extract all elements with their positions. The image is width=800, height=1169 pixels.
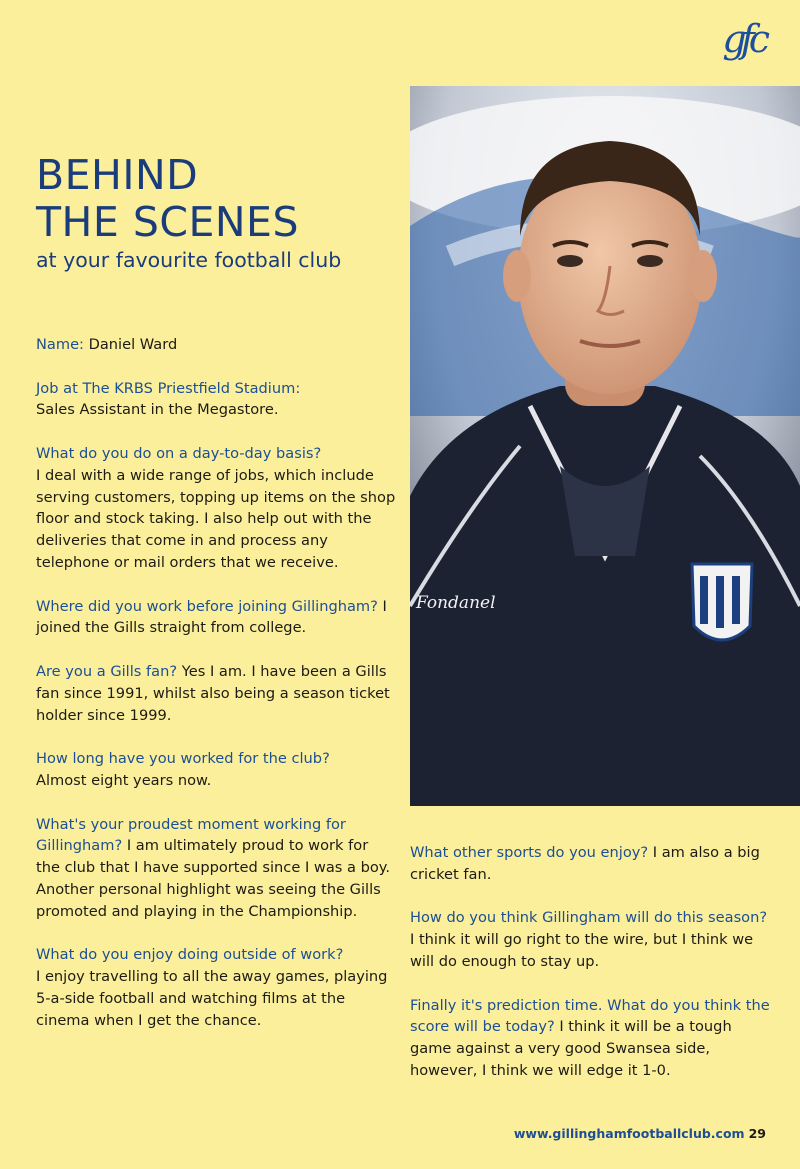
page-title xyxy=(36,152,299,246)
question: What's your proudest moment working for Gillingham? xyxy=(36,815,346,855)
answer: Yes I am. I have been a Gills fan since 1991, whilst also being a season ticket holder since 1999. xyxy=(36,662,390,724)
profile-job xyxy=(36,378,396,422)
question: Where did you work before joining Gillingham? xyxy=(36,597,378,615)
club-crest-icon xyxy=(692,564,752,640)
question: What do you enjoy doing outside of work? xyxy=(36,946,344,964)
qa-item xyxy=(36,661,396,726)
page-number: 29 xyxy=(748,1126,766,1141)
staff-photo xyxy=(410,86,800,806)
staff-photo-illustration xyxy=(410,86,800,806)
answer: I joined the Gills straight from college. xyxy=(36,597,387,637)
qa-item xyxy=(36,748,396,792)
answer: I think it will be a tough game against a very good Swansea side, however, I think we will edge it 1-0. xyxy=(410,1018,732,1079)
answer: Almost eight years now. xyxy=(36,771,212,789)
page-footer xyxy=(514,1126,766,1141)
page-subtitle: at your favourite football club xyxy=(36,248,342,272)
job-value: Sales Assistant in the Megastore. xyxy=(36,401,279,419)
qa-item xyxy=(410,907,770,972)
shirt-sponsor: Fondanel xyxy=(416,593,496,613)
qa-item xyxy=(36,596,396,640)
question: What other sports do you enjoy? xyxy=(410,844,649,861)
qa-item xyxy=(36,443,396,574)
right-column xyxy=(410,842,770,1104)
answer: I am ultimately proud to work for the club that I have supported since I was a boy. Another personal highlight was seeing the Gills promoted and playing in the Championship. xyxy=(36,837,390,920)
qa-item xyxy=(410,995,770,1082)
answer: I enjoy travelling to all the away games, playing 5-a-side football and watching films at the cinema when I get the chance. xyxy=(36,968,388,1029)
title-line-2: THE SCENES xyxy=(36,198,299,246)
question: What do you do on a day-to-day basis? xyxy=(36,444,322,462)
job-label: Job at The KRBS Priestfield Stadium: xyxy=(36,379,301,397)
answer: I am also a big cricket fan. xyxy=(410,844,760,883)
question: Are you a Gills fan? xyxy=(36,662,178,680)
qa-item xyxy=(36,944,396,1031)
title-line-1: BEHIND xyxy=(36,151,199,199)
profile-name xyxy=(36,334,396,356)
question: How do you think Gillingham will do this season? xyxy=(410,909,768,927)
answer: I think it will go right to the wire, but I think we will do enough to stay up. xyxy=(410,931,754,970)
qa-item xyxy=(36,814,396,923)
website-url[interactable]: www.gillinghamfootballclub.com xyxy=(513,1126,745,1141)
question: How long have you worked for the club? xyxy=(36,750,330,768)
question: Finally it's prediction time. What do you think the score will be today? xyxy=(410,996,770,1036)
left-column xyxy=(36,334,396,1053)
club-logo: gfc xyxy=(722,17,764,61)
name-label: Name: xyxy=(36,336,84,353)
qa-item xyxy=(410,842,770,886)
answer: I deal with a wide range of jobs, which include serving customers, topping up items on the shop floor and stock taking. I also help out with the deliveries that come in and process any telephone or mail orders that we receive. xyxy=(36,466,396,571)
name-value: Daniel Ward xyxy=(88,336,178,353)
